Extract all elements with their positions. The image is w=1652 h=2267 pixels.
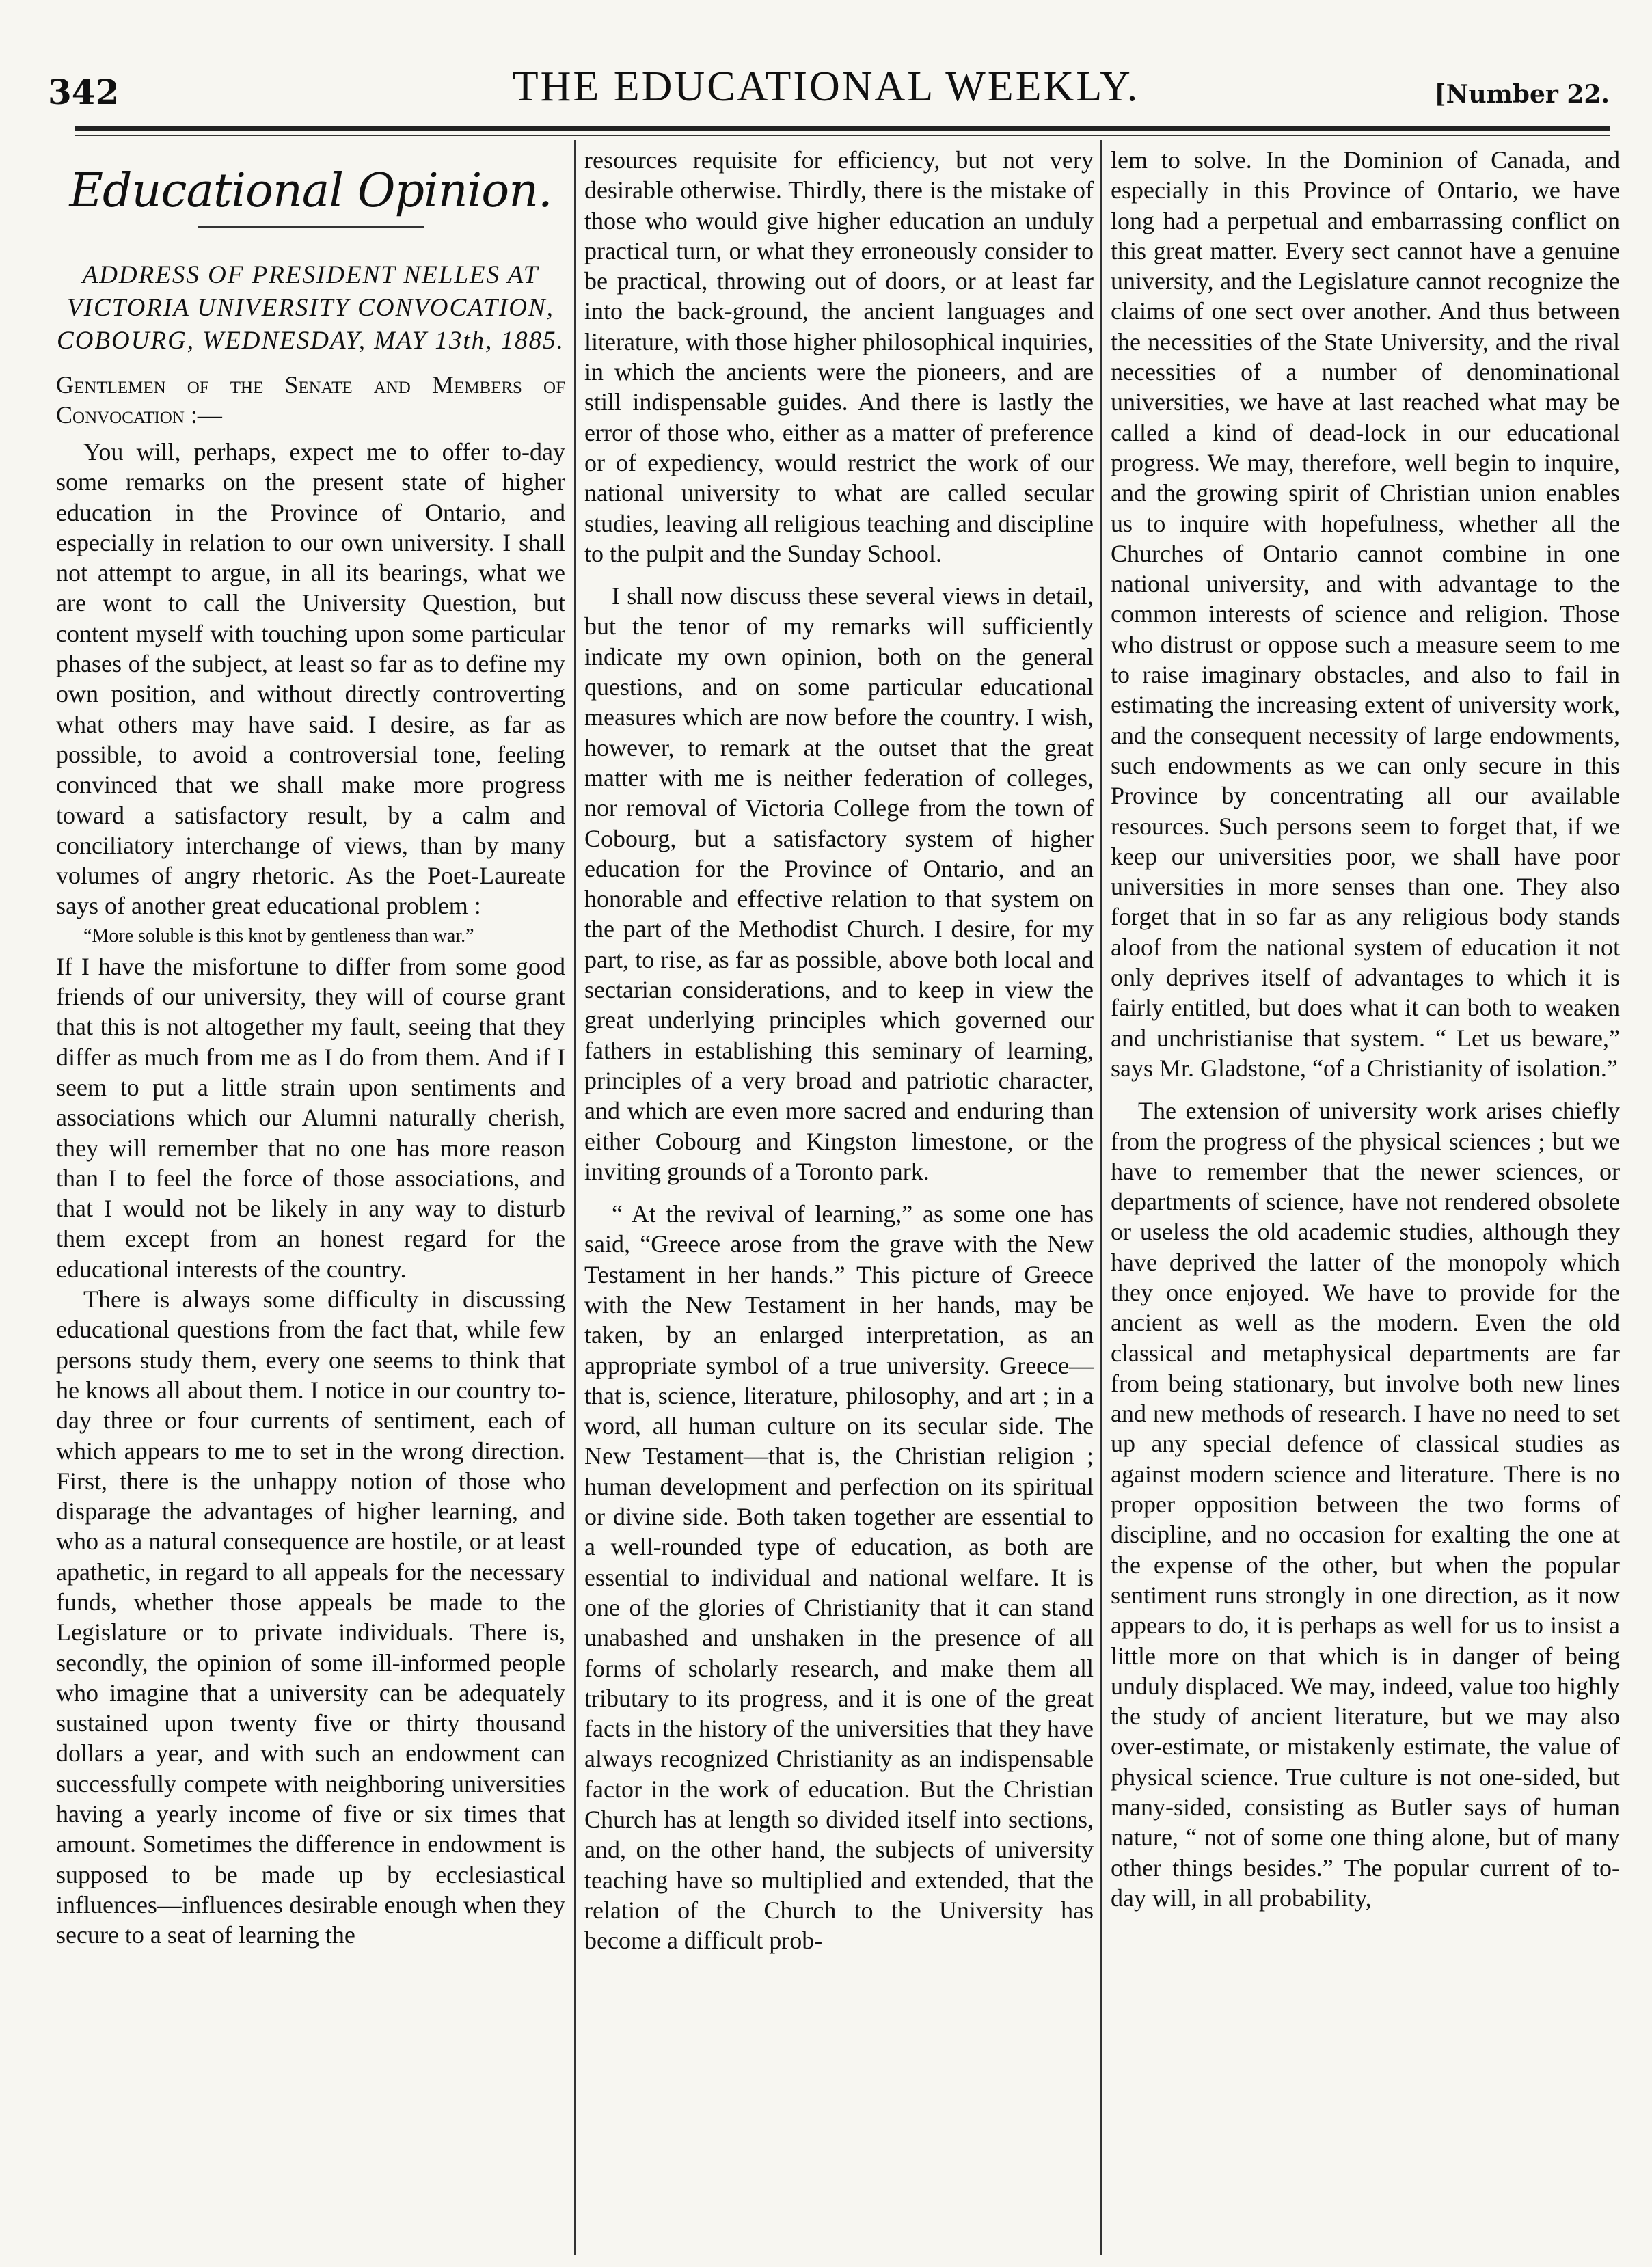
column-2: [584, 145, 1094, 2257]
journal-title: THE EDUCATIONAL WEEKLY.: [512, 64, 1140, 110]
paragraph: I shall now discuss these several views in detail, but the tenor of my remarks will sufficiently indicate my own opinion, both on the general questions, and on some particular educational measures which are now before the country. I wish, however, to remark at the outset that the great matter with me is neither federation of colleges, nor removal of Victoria College from the town of Cobourg, but a satisfactory system of higher education for the Province of Ontario, and an honorable and effective relation to that system on the part of the Methodist Church. I desire, for my part, to rise, as far as possible, above both local and sectarian considerations, and to keep in view the great underlying principles which governed our fathers in establishing this seminary of learning, principles of a very broad and patriotic character, and which are even more sacred and enduring than either Cobourg and Kingston limestone, or the inviting grounds of a Toronto park.: [584, 582, 1094, 1185]
header-rule-thin: [75, 135, 1610, 136]
section-rule: [198, 226, 424, 228]
column-1: [56, 145, 565, 2257]
pull-quote: “More soluble is this knot by gentleness than war.”: [83, 925, 474, 947]
page-number: 342: [48, 72, 120, 112]
paragraph: resources requisite for efficiency, but not very desirable otherwise. Thirdly, there is the mistake of those who would give higher education an unduly practical turn, or what they erroneously consider to be practical, throwing out of doors, or at least far into the back-ground, the ancient languages and literature, with those higher philosophical inquiries, in which the ancients were the pioneers, and are still indispensable guides. And there is lastly the error of those who, either as a matter of preference or of expediency, would restrict the work of our national university to what are called secular studies, leaving all religious teaching and discipline to the pulpit and the Sunday School.: [584, 146, 1094, 567]
salutation: Gentlemen of the Senate and Members of Convocation :—: [56, 371, 565, 429]
paragraph: You will, perhaps, expect me to offer to-day some remarks on the present state of higher education in the Province of Ontario, and especially in relation to our own university. I shall not attempt to argue, in all its bearings, what we are wont to call the University Question, but content myself with touching upon some particular phases of the subject, at least so far as to define my own position, and without directly controverting what others may have said. I desire, as far as possible, to avoid a controversial tone, feeling convinced that we shall make more progress toward a satisfactory result, by a calm and conciliatory interchange of views, than by many volumes of angry rhetoric. As the Poet-Laureate says of another great educational problem :: [56, 438, 565, 920]
page-header: [0, 0, 1652, 130]
section-title: Educational Opinion.: [69, 164, 552, 218]
paragraph: The extension of university work arises chiefly from the progress of the physical sciences ; but we have to remember that the newer sciences, or departments of science, have not rendered obsolete or useless the old academic studies, although they have deprived the latter of the monopoly which they once enjoyed. We have to provide for the ancient as well as the modern. Even the old classical and metaphysical departments are far from being stationary, but involve both new lines and new methods of research. I have no need to set up any special defence of classical studies as against modern science and literature. There is no proper opposition between the two forms of discipline, and no occasion for exalting the one at the expense of the other, but when the popular sentiment runs strongly in one direction, as it now appears to do, it is perhaps as well for us to insist a little more on that which is in danger of being unduly displaced. We may, indeed, value too highly the study of ancient literature, but we may also over-estimate, or mistakenly estimate, the value of physical science. True culture is not one-sided, but many-sided, consisting as Butler says of human nature, “ not of some one thing alone, but of many other things besides.” The popular current of to-day will, in all probability,: [1111, 1097, 1620, 1912]
column-3: [1111, 145, 1620, 2257]
header-rule: [75, 126, 1610, 131]
paragraph: “ At the revival of learning,” as some one has said, “Greece arose from the grave with the New Testament in her hands.” This picture of Greece with the New Testament in her hands, may be taken, by an enlarged interpretation, as an appropriate symbol of a true university. Greece—that is, science, literature, philosophy, and art ; in a word, all human culture on its secular side. The New Testament—that is, the Christian religion ; human development and perfection on its spiritual or divine side. Both taken together are essential to a well-rounded type of education, as both are essential to individual and national welfare. It is one of the glories of Christianity that it can stand unabashed and unshaken in the presence of all forms of scholarly research, and make them all tributary to its progress, and it is one of the great facts in the history of the universities that they have always recognized Christianity as an indispensable factor in the work of education. But the Christian Church has at length so divided itself into sections, and, on the other hand, the subjects of university teaching have so multiplied and extended, that the relation of the Church to the University has become a difficult prob-: [584, 1200, 1094, 1955]
issue-number: [Number 22.: [1434, 80, 1610, 109]
column-divider: [574, 140, 576, 2255]
paragraph: lem to solve. In the Dominion of Canada, and especially in this Province of Ontario, we have long had a perpetual and embarrassing conflict on this great matter. Every sect cannot have a genuine university, and the Legislature cannot recognize the claims of one sect over another. And thus between the necessities of the State University, and the rival necessities of a number of denominational universities, we have at last reached what may be called a kind of dead-lock in our educational progress. We may, therefore, well begin to inquire, and the growing spirit of Christian union enables us to inquire with hopefulness, whether all the Churches of Ontario cannot combine in one national university, and with advantage to the common interests of science and religion. Those who distrust or oppose such a measure seem to me to raise imaginary obstacles, and also to fail in estimating the increasing extent of university work, and the consequent necessity of large endowments, such endowments as we can only secure in this Province by concentrating all our available resources. Such persons seem to forget that, if we keep our universities poor, we shall have poor universities in more senses than one. They also forget that in so far as any religious body stands aloof from the national system of education it not only deprives itself of advantages to which it is fairly entitled, but does what it can both to weaken and unchristianise that system. “ Let us beware,” says Mr. Gladstone, “of a Christianity of isolation.”: [1111, 146, 1620, 1082]
article-title: ADDRESS OF PRESIDENT NELLES AT VICTORIA UNIVERSITY CONVOCATION, COBOURG, WEDNESDAY, MAY 13th, 1885.: [57, 261, 565, 355]
paragraph: If I have the misfortune to differ from some good friends of our university, they will of course grant that this is not altogether my fault, seeing that they differ as much from me as I do from them. And if I seem to put a little strain upon sentiments and associations which our Alumni naturally cherish, they will remember that no one has more reason than I to feel the force of those associations, and that I would not be likely in any way to disturb them except from an honest regard for the educational interests of the country.: [56, 952, 565, 1283]
paragraph: There is always some difficulty in discussing educational questions from the fact that, while few persons study them, every one seems to think that he knows all about them. I notice in our country to-day three or four currents of sentiment, each of which appears to me to set in the wrong direction. First, there is the unhappy notion of those who disparage the advantages of higher learning, and who as a natural consequence are hostile, or at least apathetic, in regard to all appeals for the necessary funds, whether those appeals be made to the Legislature or to private individuals. There is, secondly, the opinion of some ill-informed people who imagine that a university can be adequately sustained upon twenty five or thirty thousand dollars a year, and with such an endowment can successfully compete with neighboring universities having a yearly income of five or six times that amount. Sometimes the difference in endowment is supposed to be made up by ecclesiastical influences—influences desirable enough when they secure to a seat of learning the: [56, 1286, 565, 1949]
column-divider: [1100, 140, 1102, 2255]
